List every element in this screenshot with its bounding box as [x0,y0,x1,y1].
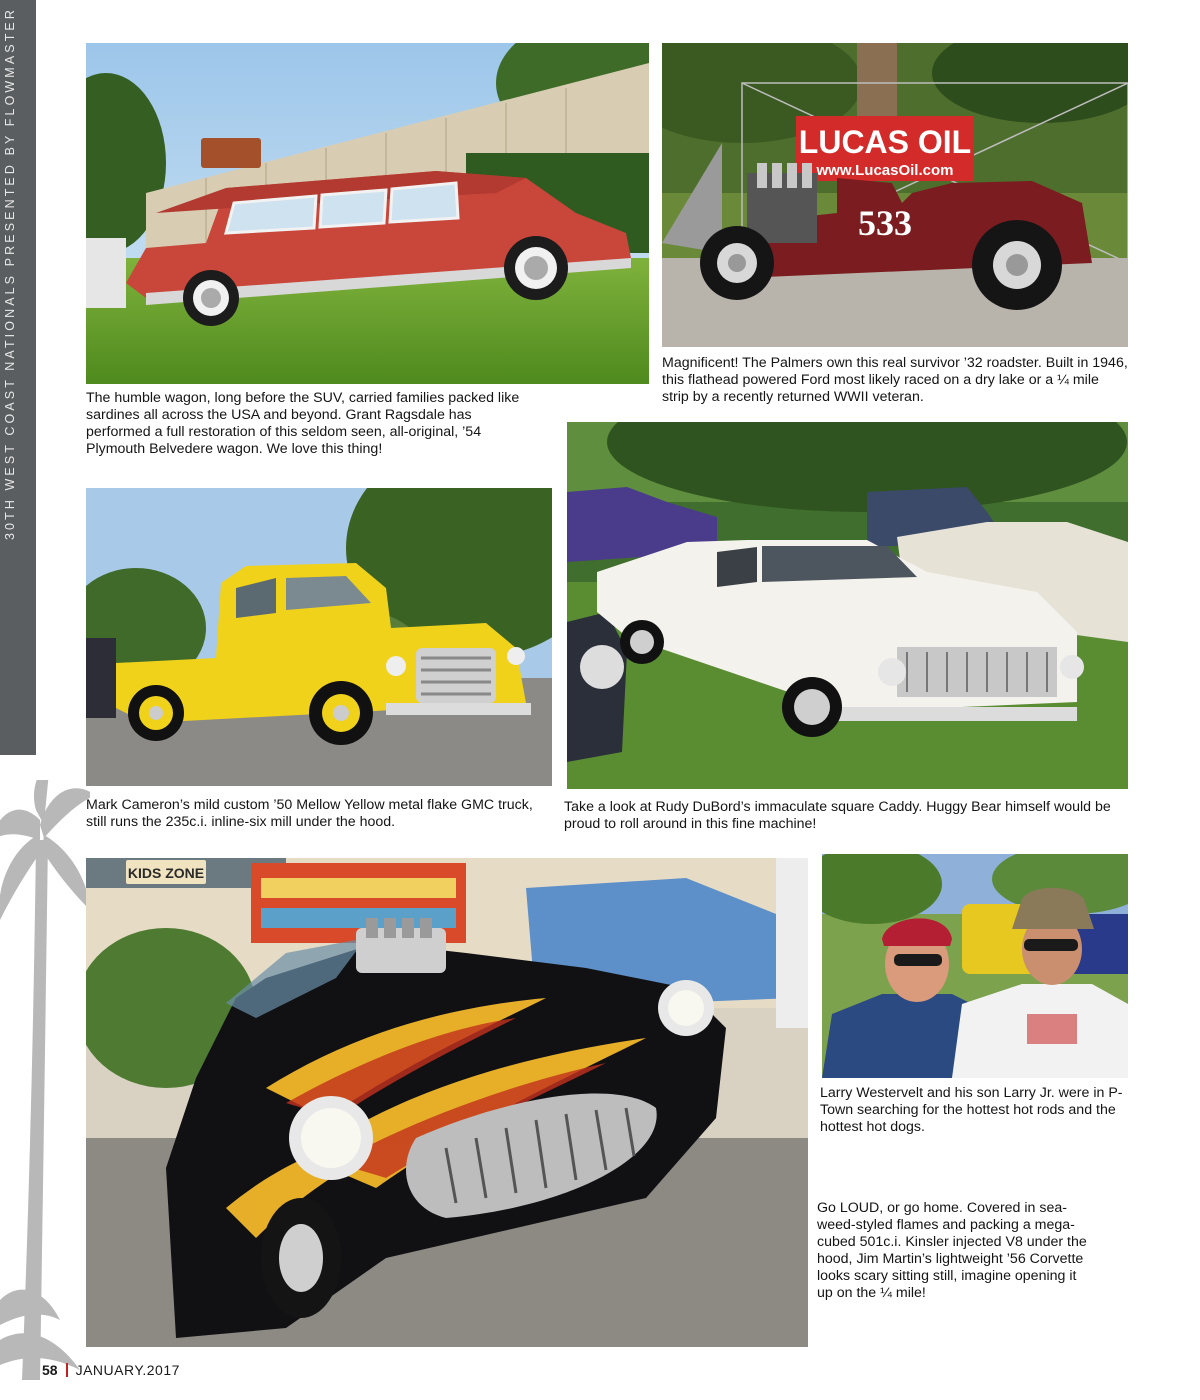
caption-caddy: Take a look at Rudy DuBord’s immaculate square Caddy. Huggy Bear himself would be proud to roll around in this fine machine! [564,799,1111,832]
footer-separator [66,1363,68,1377]
caption-corvette: Go LOUD, or go home. Covered in sea-weed-styled flames and packing a mega-cubed 501c.i. Kinsler injected V8 under the hood, Jim Martin’s lightweight ’56 Corvette looks scary sitting still, imagine opening it up on the ¼ mile! [817,1200,1087,1301]
palm-tree-icon [0,780,90,1380]
photo-cadillac [567,422,1128,789]
page-footer [42,1362,180,1378]
sidebar-title: 30TH WEST COAST NATIONALS PRESENTED BY FLOWMASTER [3,7,17,540]
photo-larry-westervelt [822,854,1128,1078]
photo-32-roadster [662,43,1128,347]
page-number: 58 [42,1362,58,1378]
banner-lucas-oil: LUCAS OIL [798,124,972,160]
issue-date: JANUARY.2017 [75,1362,180,1378]
photo-plymouth-wagon [86,43,649,384]
banner-url: www.LucasOil.com [816,162,954,179]
car-number: 533 [858,203,912,243]
caption-wagon: The humble wagon, long before the SUV, carried families packed like sardines all across the USA and beyond. Grant Ragsdale has performed a full restoration of this seldom seen, all-original, ’54 Plymouth Belvedere wagon. We love this thing! [86,390,520,457]
caption-gmc: Mark Cameron’s mild custom ’50 Mellow Yellow metal flake GMC truck, still runs the 235c.i. inline-six mill under the hood. [86,797,533,830]
caption-larry: Larry Westervelt and his son Larry Jr. were in P-Town searching for the hottest hot rods and the hottest hot dogs. [820,1085,1123,1135]
photo-gmc-truck [86,488,552,786]
caption-roadster: Magnificent! The Palmers own this real survivor ’32 roadster. Built in 1946, this flathead powered Ford most likely raced on a dry lake or a ¼ mile strip by a recently returned WWII veteran. [662,355,1128,405]
photo-corvette [86,858,808,1347]
kids-zone-sign: KIDS ZONE [127,865,205,881]
